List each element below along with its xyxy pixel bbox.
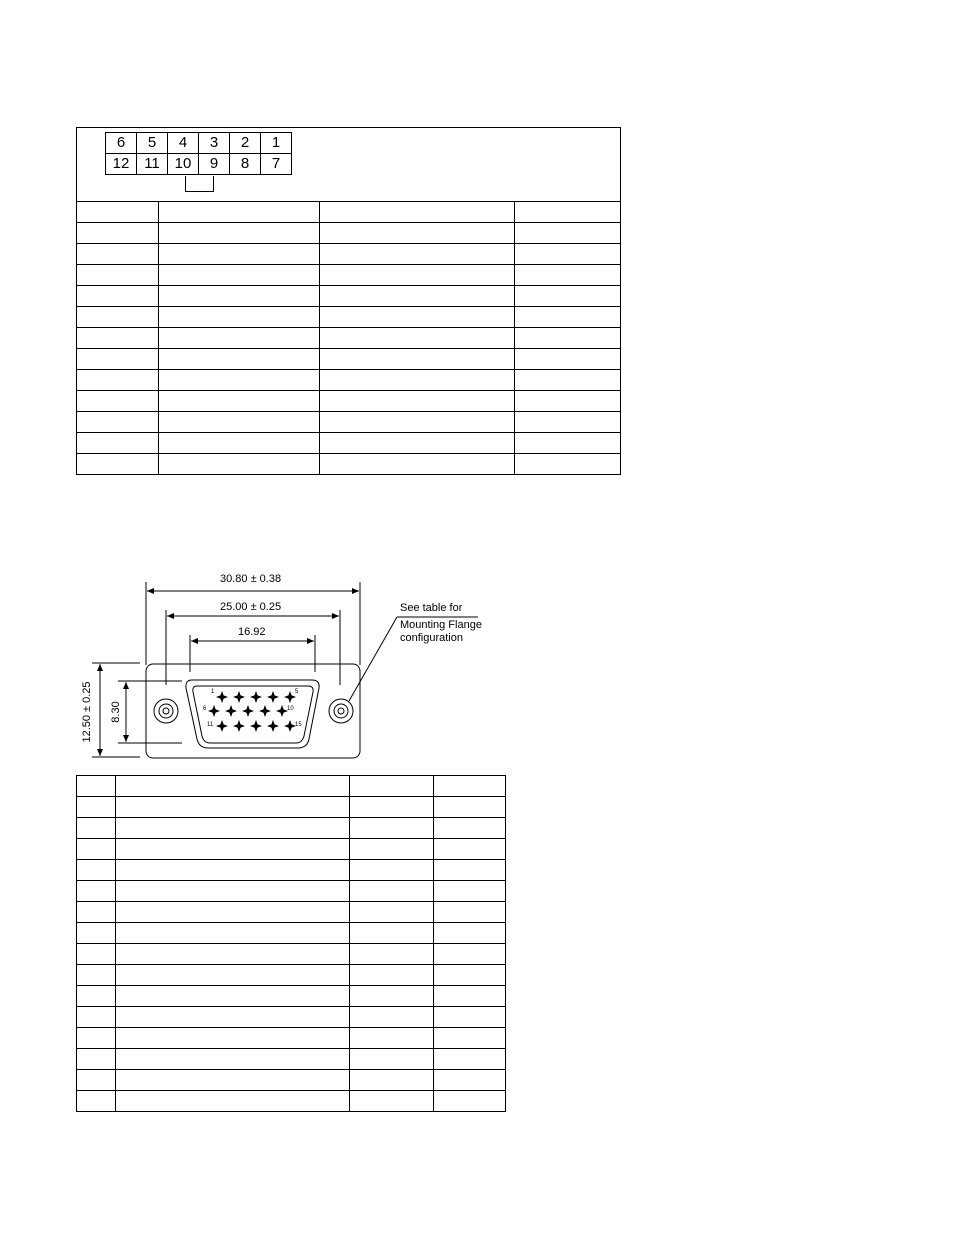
dim-height-label: 12.50 ± 0.25	[81, 681, 93, 743]
table-cell	[434, 986, 506, 1007]
table-cell	[434, 1049, 506, 1070]
pinout-top-row	[106, 133, 292, 154]
table-cell	[350, 1070, 434, 1091]
connector-pin	[250, 691, 262, 703]
pin-label-11: 11	[207, 722, 214, 728]
table-cell	[434, 1028, 506, 1049]
table-cell	[115, 1070, 349, 1091]
table-row	[77, 902, 506, 923]
connector-pin	[216, 691, 228, 703]
table-cell	[77, 902, 116, 923]
mounting-note-line-3: configuration	[400, 632, 463, 644]
table-cell	[350, 902, 434, 923]
table-cell	[434, 860, 506, 881]
table-cell	[115, 776, 349, 797]
table-cell	[158, 454, 319, 475]
table-row	[77, 307, 621, 328]
table-cell	[115, 1028, 349, 1049]
pin-label-5: 5	[295, 689, 299, 695]
table-row	[77, 433, 621, 454]
table-cell	[77, 1049, 116, 1070]
table-cell	[158, 265, 319, 286]
table-cell	[319, 307, 515, 328]
table-cell	[77, 797, 116, 818]
table-row	[77, 818, 506, 839]
table-cell	[77, 1028, 116, 1049]
table-row	[77, 202, 621, 223]
table-cell	[515, 328, 621, 349]
table-cell	[434, 818, 506, 839]
table-cell	[350, 1049, 434, 1070]
table-cell	[319, 349, 515, 370]
table-cell	[77, 1007, 116, 1028]
table-cell	[350, 797, 434, 818]
connector-pin	[250, 720, 262, 732]
pin-assignment-table-body	[77, 202, 621, 475]
pin-label-6: 6	[203, 706, 207, 712]
dim-overall-label: 30.80 ± 0.38	[220, 573, 282, 585]
table-cell	[115, 860, 349, 881]
table-cell	[77, 391, 159, 412]
table-cell	[319, 370, 515, 391]
table-cell	[77, 881, 116, 902]
table-cell	[77, 433, 159, 454]
table-cell	[115, 881, 349, 902]
table-cell	[115, 986, 349, 1007]
table-cell	[319, 391, 515, 412]
table-cell	[434, 1070, 506, 1091]
table-row	[77, 391, 621, 412]
table-cell	[434, 839, 506, 860]
table-cell	[515, 244, 621, 265]
table-cell	[515, 223, 621, 244]
connector-pin	[267, 720, 279, 732]
table-row	[77, 412, 621, 433]
pin-cell: 3	[199, 133, 230, 154]
table-cell	[350, 881, 434, 902]
pin-label-15: 15	[295, 722, 302, 728]
table-cell	[115, 902, 349, 923]
table-cell	[158, 223, 319, 244]
table-cell	[434, 1091, 506, 1112]
table-cell	[319, 223, 515, 244]
pin-cell: 7	[261, 154, 292, 175]
table-cell	[319, 328, 515, 349]
table-cell	[319, 454, 515, 475]
table-cell	[158, 286, 319, 307]
table-cell	[77, 223, 159, 244]
table-cell	[350, 923, 434, 944]
table-row	[77, 244, 621, 265]
table-cell	[434, 965, 506, 986]
pin-cell: 4	[168, 133, 199, 154]
table-cell	[319, 412, 515, 433]
table-cell	[77, 349, 159, 370]
table-cell	[319, 286, 515, 307]
table-row	[77, 965, 506, 986]
pin-label-1: 1	[211, 689, 215, 695]
table-cell	[319, 265, 515, 286]
dim-shell-label: 16.92	[238, 626, 266, 638]
pin-cell: 12	[106, 154, 137, 175]
table-cell	[158, 202, 319, 223]
connector-pin	[216, 720, 228, 732]
connector-pinout-box	[76, 127, 621, 202]
table-cell	[77, 1091, 116, 1112]
table-cell	[158, 328, 319, 349]
table-cell	[515, 370, 621, 391]
table-cell	[515, 391, 621, 412]
connector-pin	[259, 705, 271, 717]
table-cell	[350, 818, 434, 839]
table-row	[77, 370, 621, 391]
table-cell	[350, 986, 434, 1007]
connector-key-tab	[185, 176, 214, 192]
table-cell	[115, 818, 349, 839]
pin-cell: 6	[106, 133, 137, 154]
table-cell	[319, 244, 515, 265]
table-row	[77, 797, 506, 818]
table-cell	[115, 923, 349, 944]
table-cell	[77, 454, 159, 475]
table-cell	[77, 839, 116, 860]
connector-pin	[233, 691, 245, 703]
pin-assignment-table	[76, 201, 621, 475]
table-row	[77, 1070, 506, 1091]
table-cell	[158, 433, 319, 454]
mounting-flange-table	[76, 775, 506, 1112]
pinout-grid	[105, 132, 292, 175]
table-row	[77, 328, 621, 349]
connector-pin	[225, 705, 237, 717]
table-cell	[77, 944, 116, 965]
table-cell	[434, 902, 506, 923]
table-cell	[158, 307, 319, 328]
table-cell	[350, 1091, 434, 1112]
pin-cell: 2	[230, 133, 261, 154]
connector-pin	[233, 720, 245, 732]
pin-cell: 5	[137, 133, 168, 154]
table-cell	[350, 1028, 434, 1049]
table-cell	[515, 433, 621, 454]
connector-pin	[267, 691, 279, 703]
table-cell	[77, 370, 159, 391]
table-cell	[77, 1070, 116, 1091]
table-cell	[515, 265, 621, 286]
table-cell	[77, 307, 159, 328]
table-cell	[77, 776, 116, 797]
table-cell	[158, 244, 319, 265]
table-cell	[350, 839, 434, 860]
table-cell	[350, 860, 434, 881]
table-cell	[77, 286, 159, 307]
table-cell	[515, 202, 621, 223]
table-cell	[158, 370, 319, 391]
table-cell	[515, 349, 621, 370]
table-cell	[319, 202, 515, 223]
table-cell	[515, 307, 621, 328]
table-row	[77, 986, 506, 1007]
table-row	[77, 839, 506, 860]
table-row	[77, 223, 621, 244]
pin-label-10: 10	[287, 706, 294, 712]
table-cell	[319, 433, 515, 454]
table-cell	[158, 391, 319, 412]
pinout-bottom-row	[106, 154, 292, 175]
table-row	[77, 923, 506, 944]
table-cell	[115, 1091, 349, 1112]
mounting-note-line-1: See table for	[400, 602, 463, 614]
table-cell	[77, 202, 159, 223]
mounting-flange-table-body	[77, 776, 506, 1112]
table-row	[77, 286, 621, 307]
table-row	[77, 1091, 506, 1112]
table-cell	[115, 797, 349, 818]
mounting-note	[400, 600, 482, 645]
pin-cell: 10	[168, 154, 199, 175]
table-cell	[434, 923, 506, 944]
table-cell	[515, 286, 621, 307]
table-row	[77, 944, 506, 965]
pin-cell: 11	[137, 154, 168, 175]
table-row	[77, 349, 621, 370]
table-cell	[350, 776, 434, 797]
table-row	[77, 1049, 506, 1070]
table-row	[77, 1007, 506, 1028]
table-cell	[115, 839, 349, 860]
table-cell	[115, 944, 349, 965]
dim-inner-height-label: 8.30	[110, 701, 122, 723]
table-cell	[434, 797, 506, 818]
table-cell	[158, 349, 319, 370]
table-cell	[434, 1007, 506, 1028]
pin-cell: 8	[230, 154, 261, 175]
table-cell	[115, 1007, 349, 1028]
table-cell	[77, 860, 116, 881]
vga-connector-drawing	[0, 560, 520, 765]
table-cell	[115, 1049, 349, 1070]
table-row	[77, 860, 506, 881]
table-cell	[515, 454, 621, 475]
table-row	[77, 881, 506, 902]
table-cell	[77, 328, 159, 349]
table-cell	[77, 244, 159, 265]
table-cell	[77, 412, 159, 433]
table-cell	[77, 965, 116, 986]
table-row	[77, 454, 621, 475]
table-cell	[434, 776, 506, 797]
pin-cell: 9	[199, 154, 230, 175]
pin-cell: 1	[261, 133, 292, 154]
table-cell	[434, 944, 506, 965]
dim-flange-label: 25.00 ± 0.25	[220, 601, 282, 613]
table-row	[77, 265, 621, 286]
table-row	[77, 776, 506, 797]
table-cell	[77, 986, 116, 1007]
table-cell	[515, 412, 621, 433]
connector-pin	[208, 705, 220, 717]
table-cell	[77, 265, 159, 286]
table-cell	[77, 818, 116, 839]
table-row	[77, 1028, 506, 1049]
table-cell	[158, 412, 319, 433]
connector-pin	[242, 705, 254, 717]
table-cell	[350, 944, 434, 965]
mounting-note-line-2: Mounting Flange	[400, 619, 482, 631]
table-cell	[350, 1007, 434, 1028]
table-cell	[434, 881, 506, 902]
table-cell	[350, 965, 434, 986]
table-cell	[115, 965, 349, 986]
table-cell	[77, 923, 116, 944]
